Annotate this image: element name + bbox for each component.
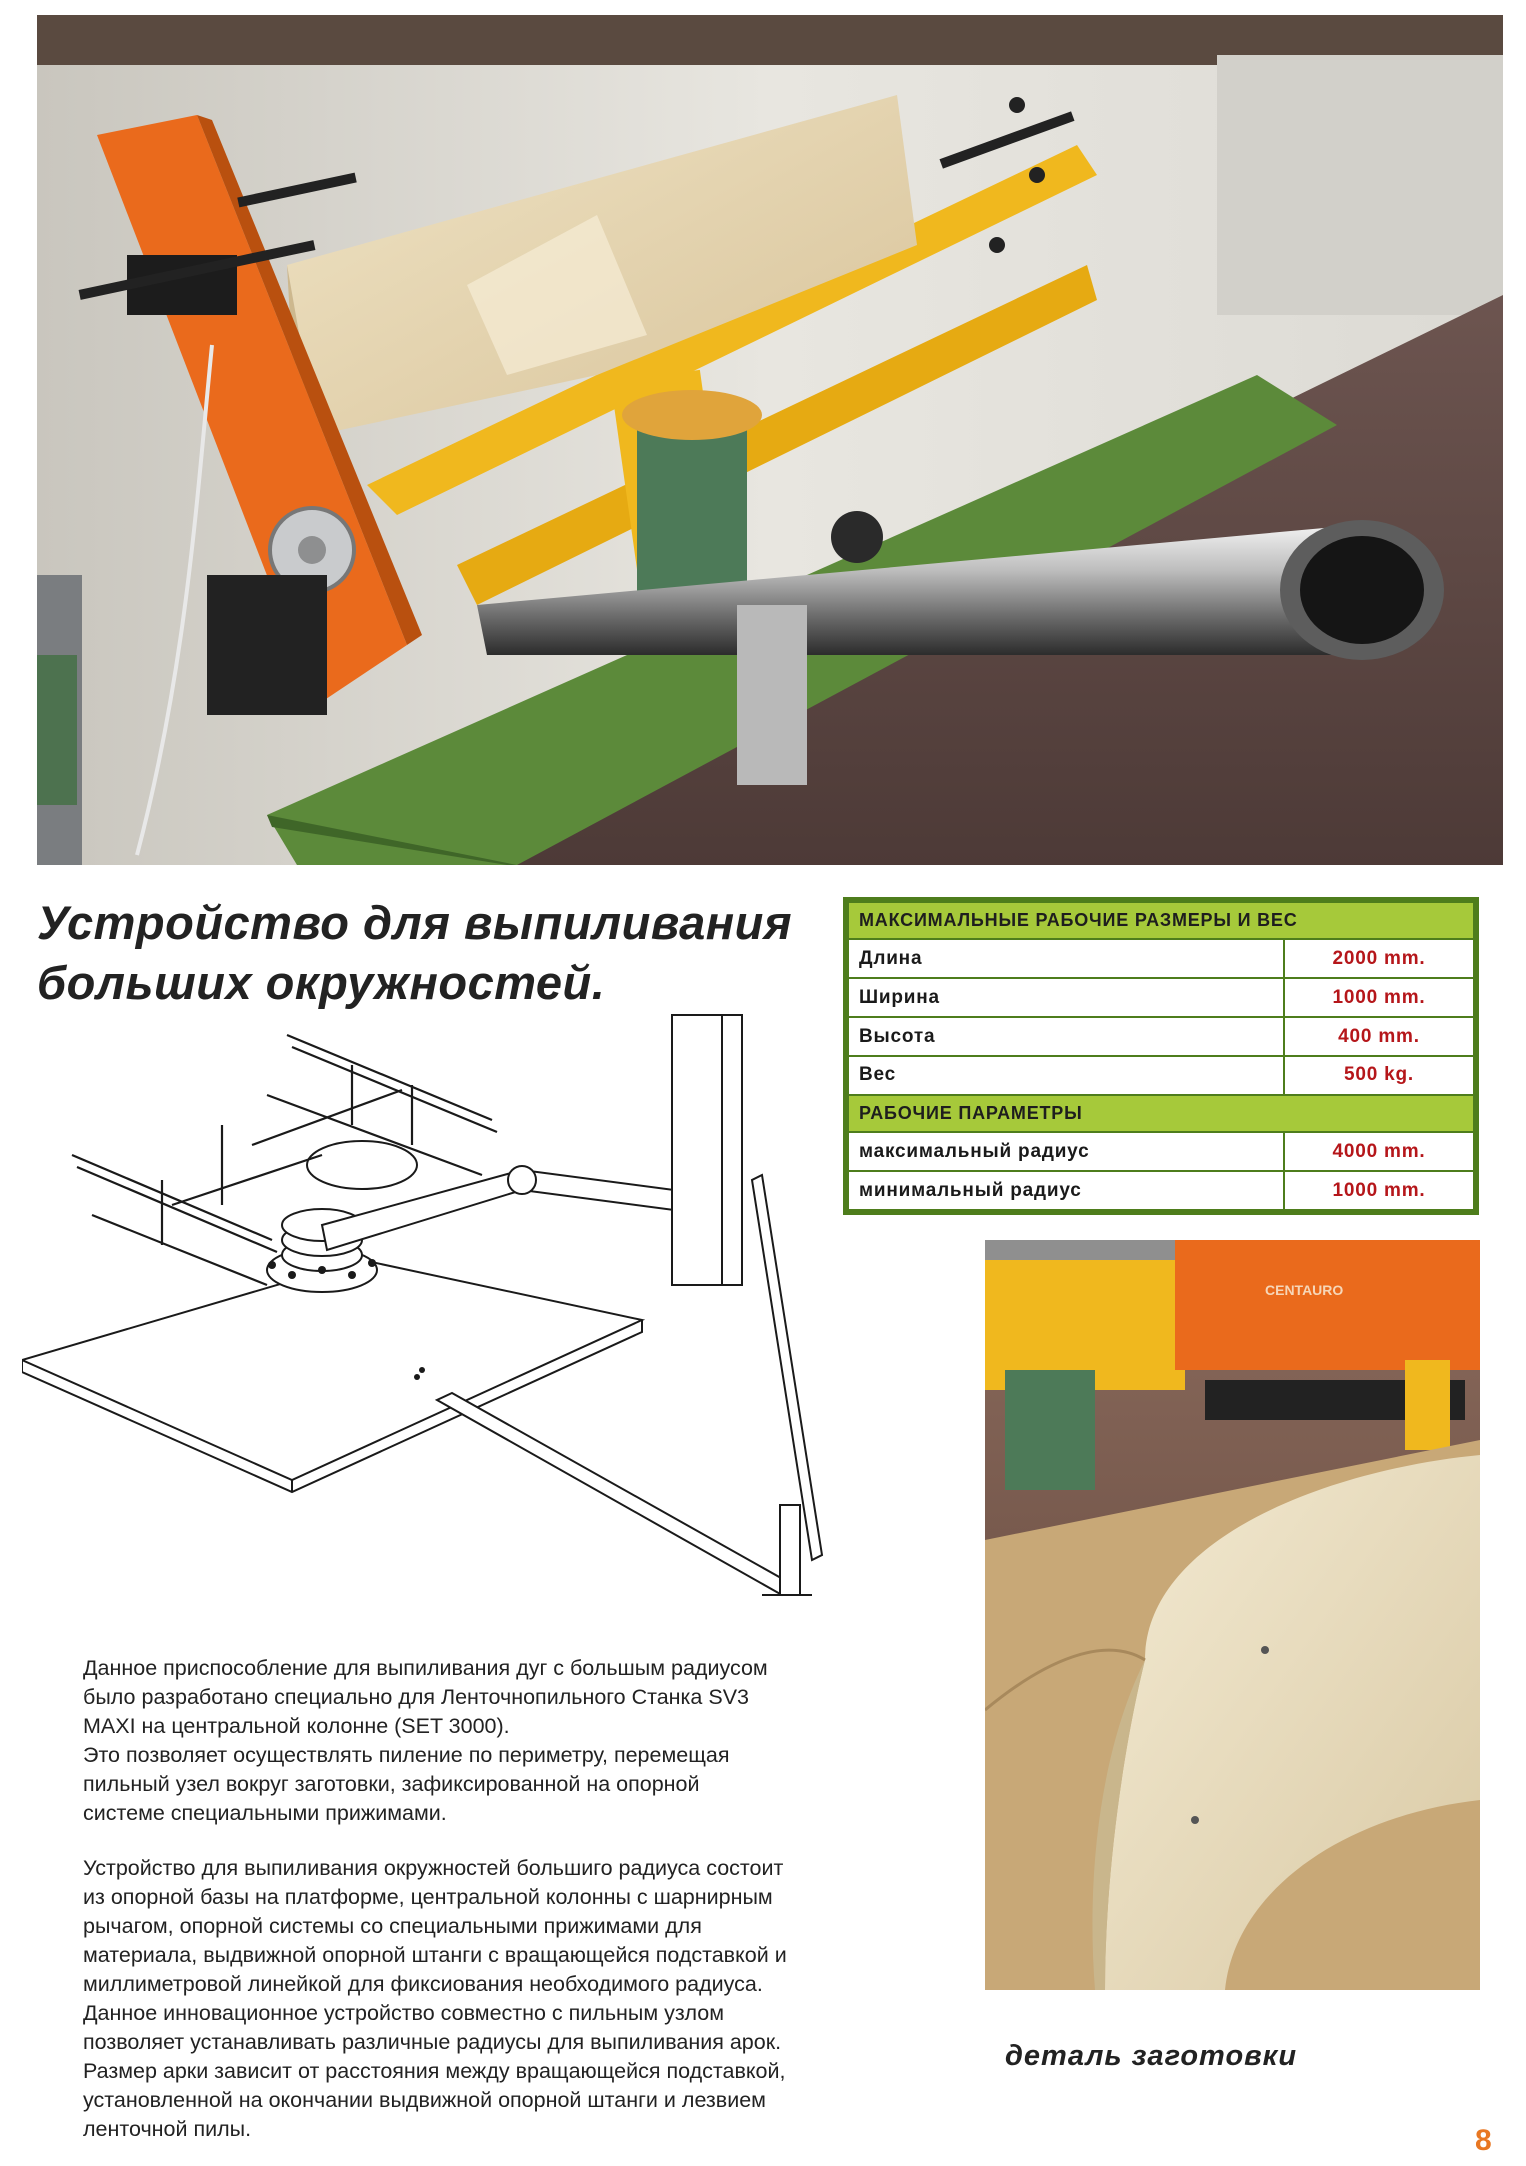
spec-label: Ширина bbox=[848, 978, 1284, 1017]
spec-value: 1000 mm. bbox=[1284, 978, 1474, 1017]
table-row bbox=[848, 1132, 1474, 1171]
spec-section-title: РАБОЧИЕ ПАРАМЕТРЫ bbox=[848, 1095, 1474, 1132]
spec-label: Длина bbox=[848, 939, 1284, 978]
spec-section-title: МАКСИМАЛЬНЫЕ РАБОЧИЕ РАЗМЕРЫ И ВЕС bbox=[848, 902, 1474, 939]
spec-label: минимальный радиус bbox=[848, 1171, 1284, 1210]
technical-drawing bbox=[22, 995, 857, 1635]
text-line: Данное инновационное устройство совместно с пильным узлом bbox=[83, 2001, 725, 2025]
description-paragraph-2 bbox=[83, 1854, 873, 2144]
description-paragraph-1 bbox=[83, 1654, 873, 1828]
spec-value: 500 kg. bbox=[1284, 1056, 1474, 1095]
text-line: материала, выдвижной опорной штанги с вращающейся подставкой и bbox=[83, 1943, 787, 1967]
table-row bbox=[848, 939, 1474, 978]
spec-value: 1000 mm. bbox=[1284, 1171, 1474, 1210]
page-number: 8 bbox=[1475, 2124, 1492, 2157]
text-line: системе специальными прижимами. bbox=[83, 1801, 447, 1825]
table-row bbox=[848, 978, 1474, 1017]
text-line: MAXI на центральной колонне (SET 3000). bbox=[83, 1714, 510, 1738]
text-line: Данное приспособление для выпиливания дуг с большым радиусом bbox=[83, 1656, 768, 1680]
spec-section-header bbox=[848, 1095, 1474, 1132]
spec-table bbox=[843, 897, 1479, 1215]
hero-photo bbox=[37, 15, 1503, 865]
photo-caption: деталь заготовки bbox=[1005, 2040, 1298, 2072]
brand-mark: CENTAURO bbox=[1265, 1282, 1344, 1298]
detail-photo bbox=[985, 1240, 1480, 1990]
text-line: Устройство для выпиливания окружностей большиго радиуса состоит bbox=[83, 1856, 784, 1880]
text-line: установленной на окончании выдвижной опорной штанги и лезвием bbox=[83, 2088, 766, 2112]
text-line: рычагом, опорной системы со специальными прижимами для bbox=[83, 1914, 702, 1938]
device-line-drawing bbox=[22, 995, 857, 1635]
spec-label: Высота bbox=[848, 1017, 1284, 1056]
machine-photo-illustration bbox=[37, 15, 1503, 865]
spec-value: 2000 mm. bbox=[1284, 939, 1474, 978]
page-title-line1: Устройство для выпиливания bbox=[37, 896, 793, 949]
page-title-line2: больших окружностей. bbox=[37, 956, 606, 1009]
text-line: миллиметровой линейкой для фиксиования необходимого радиуса. bbox=[83, 1972, 763, 1996]
table-row bbox=[848, 1171, 1474, 1210]
text-line: Размер арки зависит от расстояния между вращающейся подставкой, bbox=[83, 2059, 786, 2083]
table-row bbox=[848, 1017, 1474, 1056]
table-row bbox=[848, 1056, 1474, 1095]
workpiece-photo-illustration bbox=[985, 1240, 1480, 1990]
text-line: из опорной базы на платформе, центральной колонны с шарнирным bbox=[83, 1885, 773, 1909]
spec-label: Вес bbox=[848, 1056, 1284, 1095]
text-line: Это позволяет осуществлять пиление по периметру, перемещая bbox=[83, 1743, 730, 1767]
text-line: ленточной пилы. bbox=[83, 2117, 252, 2141]
spec-label: максимальный радиус bbox=[848, 1132, 1284, 1171]
text-line: было разработано специально для Ленточнопильного Станка SV3 bbox=[83, 1685, 749, 1709]
text-line: позволяет устанавливать различные радиусы для выпиливания арок. bbox=[83, 2030, 782, 2054]
text-line: пильный узел вокруг заготовки, зафиксированной на опорной bbox=[83, 1772, 700, 1796]
spec-value: 400 mm. bbox=[1284, 1017, 1474, 1056]
spec-value: 4000 mm. bbox=[1284, 1132, 1474, 1171]
spec-section-header bbox=[848, 902, 1474, 939]
